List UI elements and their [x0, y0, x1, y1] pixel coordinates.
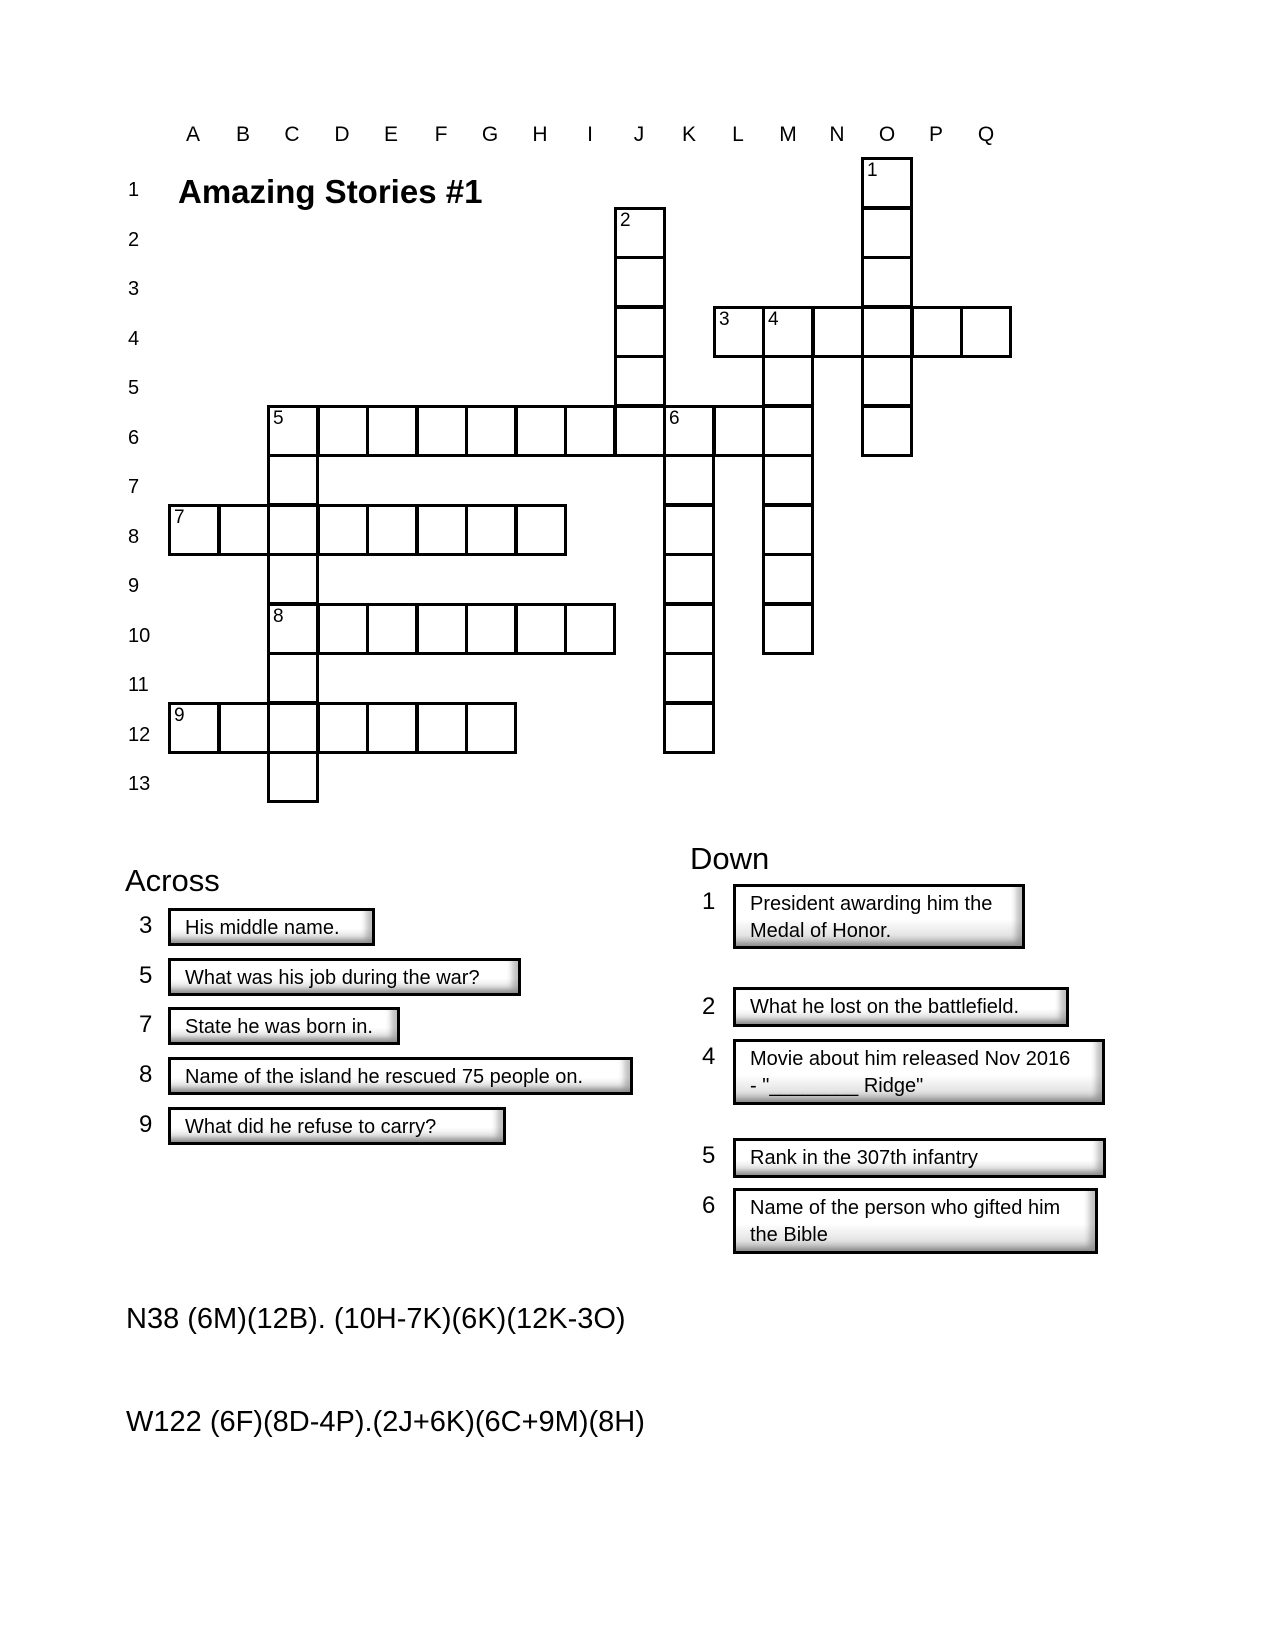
clue-number-5: 5: [273, 408, 284, 429]
across-clue-number: 5: [139, 962, 153, 989]
grid-cell-h10[interactable]: [515, 603, 567, 655]
column-label-n: N: [829, 123, 845, 146]
grid-cell-k11[interactable]: [663, 652, 715, 704]
grid-cell-e10[interactable]: [366, 603, 418, 655]
puzzle-title: Amazing Stories #1: [178, 173, 483, 210]
down-clue-number: 6: [702, 1192, 716, 1219]
row-label-1: 1: [128, 179, 140, 201]
column-label-a: A: [185, 123, 200, 146]
row-label-12: 12: [128, 724, 151, 746]
across-clue-7: State he was born in.: [168, 1007, 400, 1045]
north-coordinate-code: N38 (6M)(12B). (10H-7K)(6K)(12K-3O): [126, 1303, 626, 1335]
row-label-8: 8: [128, 526, 140, 548]
grid-cell-k6[interactable]: [663, 405, 715, 457]
column-label-g: G: [481, 123, 499, 146]
grid-cell-o5[interactable]: [861, 355, 913, 407]
across-clue-3: His middle name.: [168, 908, 375, 946]
down-clue-number: 5: [702, 1142, 716, 1169]
grid-cell-j5[interactable]: [614, 355, 666, 407]
grid-cell-g10[interactable]: [465, 603, 517, 655]
clue-number-3: 3: [719, 309, 730, 330]
grid-cell-c10[interactable]: [267, 603, 319, 655]
grid-cell-c11[interactable]: [267, 652, 319, 704]
grid-cell-f6[interactable]: [416, 405, 468, 457]
grid-cell-b12[interactable]: [218, 702, 270, 754]
grid-cell-g12[interactable]: [465, 702, 517, 754]
column-label-k: K: [681, 123, 696, 146]
grid-cell-l6[interactable]: [713, 405, 765, 457]
down-clue-6: Name of the person who gifted him the Bible: [733, 1188, 1098, 1254]
clue-number-6: 6: [669, 408, 680, 429]
grid-cell-o3[interactable]: [861, 256, 913, 308]
row-label-6: 6: [128, 427, 140, 449]
row-label-13: 13: [128, 773, 151, 795]
grid-cell-h8[interactable]: [515, 504, 567, 556]
grid-cell-e12[interactable]: [366, 702, 418, 754]
down-clue-5: Rank in the 307th infantry: [733, 1138, 1106, 1178]
grid-cell-b8[interactable]: [218, 504, 270, 556]
column-label-e: E: [383, 123, 398, 146]
clue-number-1: 1: [867, 160, 878, 181]
grid-cell-c7[interactable]: [267, 454, 319, 506]
across-clue-9: What did he refuse to carry?: [168, 1107, 506, 1145]
row-label-2: 2: [128, 229, 140, 251]
grid-cell-g8[interactable]: [465, 504, 517, 556]
grid-cell-j3[interactable]: [614, 256, 666, 308]
row-label-4: 4: [128, 328, 140, 350]
down-clue-number: 4: [702, 1043, 716, 1070]
across-clue-5: What was his job during the war?: [168, 958, 521, 996]
grid-cell-d6[interactable]: [317, 405, 369, 457]
grid-cell-d12[interactable]: [317, 702, 369, 754]
down-clue-2: What he lost on the battlefield.: [733, 987, 1069, 1027]
grid-cell-p4[interactable]: [911, 306, 963, 358]
down-clue-1: President awarding him the Medal of Honor.: [733, 884, 1025, 949]
grid-cell-m5[interactable]: [762, 355, 814, 407]
grid-cell-j4[interactable]: [614, 306, 666, 358]
grid-cell-i10[interactable]: [564, 603, 616, 655]
grid-cell-h6[interactable]: [515, 405, 567, 457]
down-clue-number: 1: [702, 888, 716, 915]
grid-cell-d10[interactable]: [317, 603, 369, 655]
down-heading: Down: [690, 841, 770, 876]
grid-cell-d8[interactable]: [317, 504, 369, 556]
row-label-11: 11: [128, 674, 149, 696]
clue-number-2: 2: [620, 210, 631, 231]
grid-cell-f12[interactable]: [416, 702, 468, 754]
grid-cell-j6[interactable]: [614, 405, 666, 457]
grid-cell-l4[interactable]: [713, 306, 765, 358]
grid-cell-m7[interactable]: [762, 454, 814, 506]
grid-cell-c6[interactable]: [267, 405, 319, 457]
column-label-l: L: [732, 123, 744, 146]
clue-number-4: 4: [768, 309, 779, 330]
column-label-m: M: [779, 123, 797, 146]
column-label-o: O: [878, 123, 896, 146]
grid-cell-c9[interactable]: [267, 553, 319, 605]
grid-cell-m4[interactable]: [762, 306, 814, 358]
column-label-p: P: [928, 123, 943, 146]
grid-cell-m8[interactable]: [762, 504, 814, 556]
grid-cell-g6[interactable]: [465, 405, 517, 457]
clue-number-9: 9: [174, 705, 185, 726]
column-label-j: J: [633, 123, 645, 146]
grid-cell-a12[interactable]: [168, 702, 220, 754]
grid-cell-e8[interactable]: [366, 504, 418, 556]
grid-cell-a8[interactable]: [168, 504, 220, 556]
grid-cell-m6[interactable]: [762, 405, 814, 457]
row-label-3: 3: [128, 278, 140, 300]
row-label-9: 9: [128, 575, 140, 597]
grid-cell-k9[interactable]: [663, 553, 715, 605]
grid-cell-f10[interactable]: [416, 603, 468, 655]
column-label-b: B: [235, 123, 250, 146]
across-clue-8: Name of the island he rescued 75 people on.: [168, 1057, 633, 1095]
grid-cell-o2[interactable]: [861, 207, 913, 259]
grid-cell-k8[interactable]: [663, 504, 715, 556]
grid-cell-m10[interactable]: [762, 603, 814, 655]
grid-cell-c8[interactable]: [267, 504, 319, 556]
grid-cell-k10[interactable]: [663, 603, 715, 655]
across-clue-number: 3: [139, 912, 153, 939]
grid-cell-o4[interactable]: [861, 306, 913, 358]
row-label-10: 10: [128, 625, 151, 647]
grid-cell-o1[interactable]: [861, 157, 913, 209]
clue-number-8: 8: [273, 606, 284, 627]
grid-cell-c13[interactable]: [267, 751, 319, 803]
down-clue-number: 2: [702, 993, 716, 1020]
grid-cell-k12[interactable]: [663, 702, 715, 754]
clue-number-7: 7: [174, 507, 185, 528]
column-label-h: H: [532, 123, 548, 146]
west-coordinate-code: W122 (6F)(8D-4P).(2J+6K)(6C+9M)(8H): [126, 1406, 645, 1438]
down-clue-4: Movie about him released Nov 2016 - "________ Ridge": [733, 1039, 1105, 1105]
column-label-i: I: [587, 123, 593, 146]
grid-cell-n4[interactable]: [812, 306, 864, 358]
column-label-c: C: [284, 123, 300, 146]
grid-cell-f8[interactable]: [416, 504, 468, 556]
column-label-q: Q: [977, 123, 995, 146]
grid-cell-i6[interactable]: [564, 405, 616, 457]
grid-cell-e6[interactable]: [366, 405, 418, 457]
grid-cell-k7[interactable]: [663, 454, 715, 506]
row-label-7: 7: [128, 476, 140, 498]
grid-cell-j2[interactable]: [614, 207, 666, 259]
across-clue-number: 8: [139, 1061, 153, 1088]
column-label-f: F: [434, 123, 448, 146]
grid-cell-c12[interactable]: [267, 702, 319, 754]
across-clue-number: 7: [139, 1011, 153, 1038]
row-label-5: 5: [128, 377, 140, 399]
grid-cell-m9[interactable]: [762, 553, 814, 605]
grid-cell-o6[interactable]: [861, 405, 913, 457]
column-label-d: D: [334, 123, 350, 146]
across-clue-number: 9: [139, 1111, 153, 1138]
grid-cell-q4[interactable]: [960, 306, 1012, 358]
across-heading: Across: [125, 863, 220, 898]
